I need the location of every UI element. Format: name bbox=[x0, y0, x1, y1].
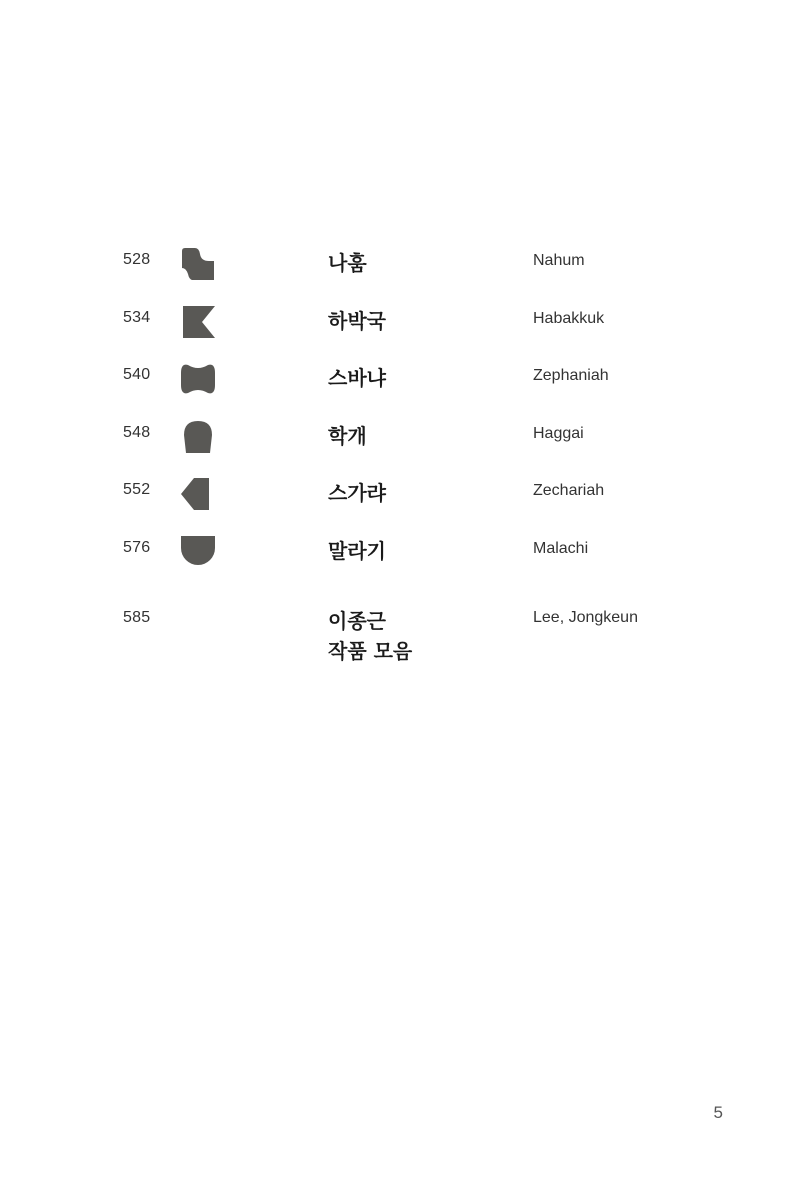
table-of-contents bbox=[0, 243, 800, 703]
english-title: Malachi bbox=[533, 539, 589, 557]
english-title: Haggai bbox=[533, 424, 584, 442]
page-number: 552 bbox=[123, 481, 151, 499]
zechariah-shape-icon bbox=[179, 476, 217, 512]
page-number: 585 bbox=[123, 608, 151, 626]
korean-title-line2: 작품 모음 bbox=[328, 638, 413, 663]
page-number: 534 bbox=[123, 308, 151, 326]
korean-title bbox=[328, 606, 468, 666]
korean-title: 하박국 bbox=[328, 308, 386, 333]
haggai-shape-icon bbox=[179, 419, 217, 455]
malachi-shape-icon bbox=[179, 534, 217, 570]
english-title: Lee, Jongkeun bbox=[533, 608, 638, 626]
english-title: Nahum bbox=[533, 252, 585, 269]
page-number: 528 bbox=[123, 251, 151, 268]
page-folio: 5 bbox=[713, 1103, 723, 1122]
toc-entry-haggai[interactable] bbox=[0, 416, 800, 474]
toc-entry-malachi[interactable] bbox=[0, 531, 800, 589]
toc-entry-zechariah[interactable] bbox=[0, 473, 800, 531]
page-number: 548 bbox=[123, 423, 151, 441]
korean-title: 스가랴 bbox=[328, 481, 386, 506]
nahum-shape-icon bbox=[179, 246, 217, 282]
toc-entry-habakkuk[interactable] bbox=[0, 301, 800, 359]
toc-entry-collected-works[interactable] bbox=[0, 608, 800, 703]
toc-entry-nahum[interactable] bbox=[0, 243, 800, 301]
english-title: Zephaniah bbox=[533, 367, 609, 385]
habakkuk-shape-icon bbox=[179, 304, 217, 340]
korean-title: 나훔 bbox=[328, 251, 367, 275]
korean-title: 학개 bbox=[328, 423, 367, 448]
english-title: Zechariah bbox=[533, 482, 605, 500]
korean-title-line1: 이종근 bbox=[328, 608, 386, 633]
english-title: Habakkuk bbox=[533, 309, 605, 327]
page-number: 540 bbox=[123, 366, 151, 384]
toc-entry-zephaniah[interactable] bbox=[0, 358, 800, 416]
korean-title: 말라기 bbox=[328, 538, 386, 563]
page-number: 576 bbox=[123, 538, 151, 556]
zephaniah-shape-icon bbox=[179, 361, 217, 397]
korean-title: 스바냐 bbox=[328, 366, 386, 391]
